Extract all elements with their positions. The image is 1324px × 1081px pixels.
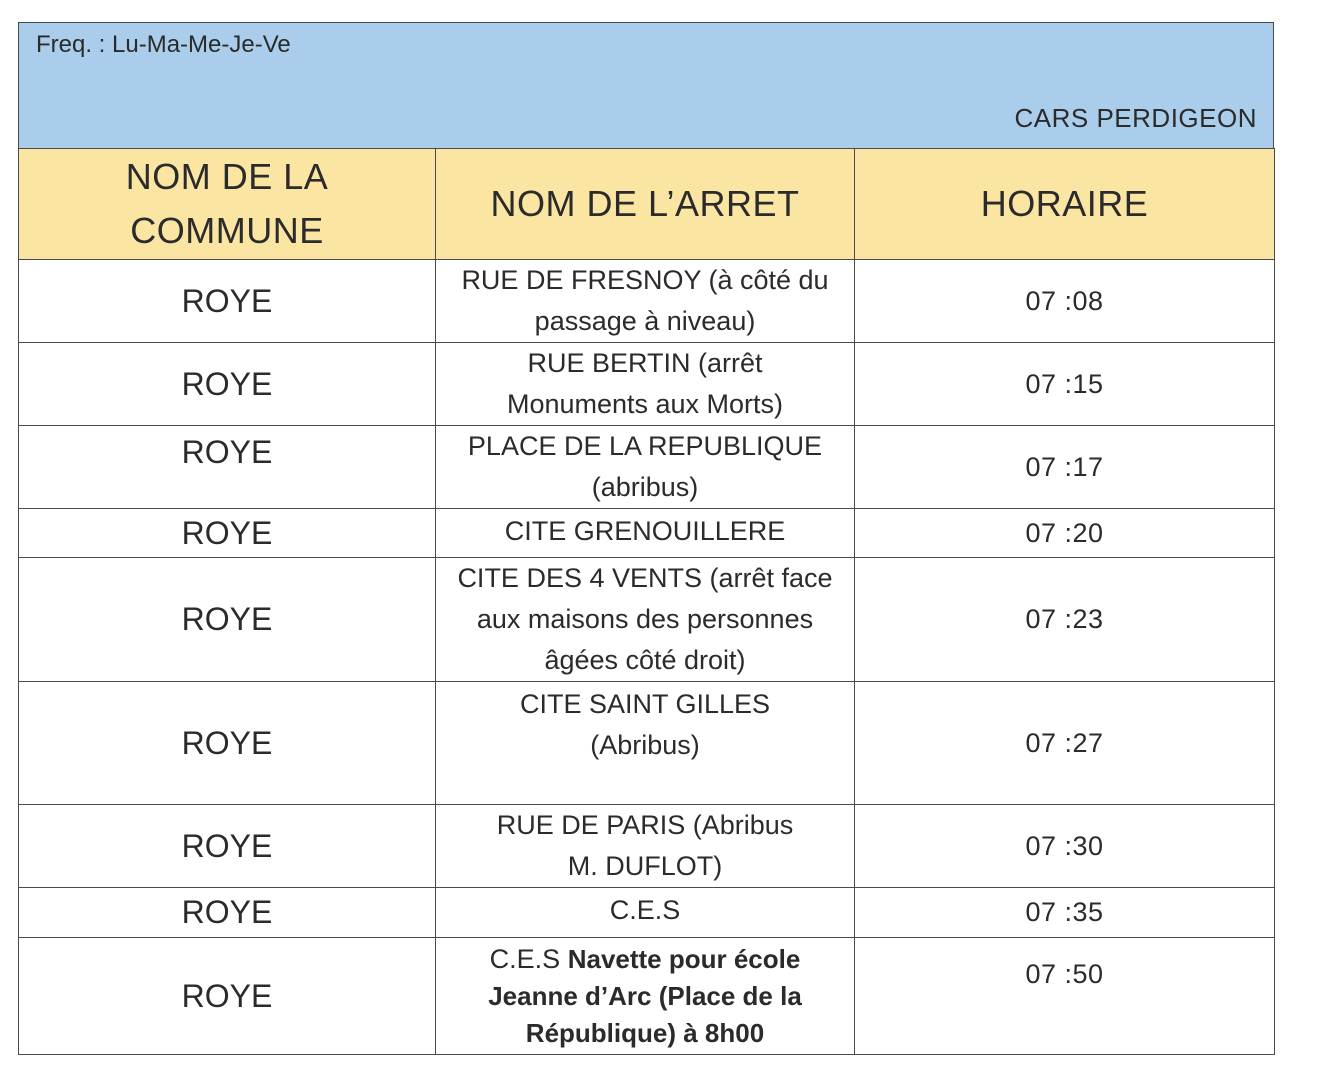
table-row xyxy=(19,260,1275,343)
arret-cell xyxy=(436,558,855,682)
column-header-commune-label: NOM DE LA COMMUNE xyxy=(125,156,329,251)
commune-cell: ROYE xyxy=(19,509,436,558)
horaire-cell: 07 :30 xyxy=(855,805,1275,888)
table-row xyxy=(19,938,1275,1055)
table-row xyxy=(19,888,1275,938)
company-name: CARS PERDIGEON xyxy=(1014,103,1257,133)
commune-cell: ROYE xyxy=(19,558,436,682)
table-row xyxy=(19,682,1275,805)
arret-text: CITE DES 4 VENTS (arrêt face aux maisons des personnes âgées côté droit) xyxy=(457,563,833,675)
arret-cell xyxy=(436,426,855,509)
arret-text: RUE BERTIN (arrêt Monuments aux Morts) xyxy=(506,348,784,419)
horaire-cell: 07 :15 xyxy=(855,343,1275,426)
table-row xyxy=(19,426,1275,509)
arret-cell xyxy=(436,260,855,343)
table-row xyxy=(19,509,1275,558)
commune-cell: ROYE xyxy=(19,260,436,343)
commune-cell: ROYE xyxy=(19,343,436,426)
schedule-table xyxy=(18,148,1275,1055)
arret-text: RUE DE PARIS (Abribus M. DUFLOT) xyxy=(496,810,794,881)
horaire-cell: 07 :50 xyxy=(855,938,1275,1055)
horaire-cell: 07 :23 xyxy=(855,558,1275,682)
schedule-sheet xyxy=(18,22,1274,1055)
arret-text: C.E.S xyxy=(489,943,561,974)
horaire-cell: 07 :08 xyxy=(855,260,1275,343)
commune-cell: ROYE xyxy=(19,805,436,888)
header-row xyxy=(19,149,1275,260)
commune-cell: ROYE xyxy=(19,888,436,938)
arret-cell xyxy=(436,682,855,805)
horaire-cell: 07 :20 xyxy=(855,509,1275,558)
table-row xyxy=(19,343,1275,426)
arret-cell: C.E.S xyxy=(436,888,855,938)
column-header-horaire: HORAIRE xyxy=(855,149,1275,260)
table-row xyxy=(19,805,1275,888)
commune-cell: ROYE xyxy=(19,682,436,805)
column-header-arret: NOM DE L’ARRET xyxy=(436,149,855,260)
frequency-label: Freq. : Lu-Ma-Me-Je-Ve xyxy=(36,31,291,58)
column-header-commune xyxy=(19,149,436,260)
arret-note: Navette pour école Jeanne d’Arc (Place de la République) à 8h00 xyxy=(488,943,802,1048)
horaire-cell: 07 :17 xyxy=(855,426,1275,509)
table-row xyxy=(19,558,1275,682)
arret-text: PLACE DE LA REPUBLIQUE (abribus) xyxy=(467,431,823,502)
arret-cell xyxy=(436,343,855,426)
arret-cell: CITE GRENOUILLERE xyxy=(436,509,855,558)
arret-cell xyxy=(436,938,855,1055)
arret-cell xyxy=(436,805,855,888)
horaire-cell: 07 :27 xyxy=(855,682,1275,805)
arret-text: RUE DE FRESNOY (à côté du passage à niveau) xyxy=(461,265,829,336)
commune-cell: ROYE xyxy=(19,426,436,509)
arret-text: CITE SAINT GILLES (Abribus) xyxy=(519,689,771,760)
top-banner xyxy=(18,22,1274,148)
horaire-cell: 07 :35 xyxy=(855,888,1275,938)
commune-cell: ROYE xyxy=(19,938,436,1055)
